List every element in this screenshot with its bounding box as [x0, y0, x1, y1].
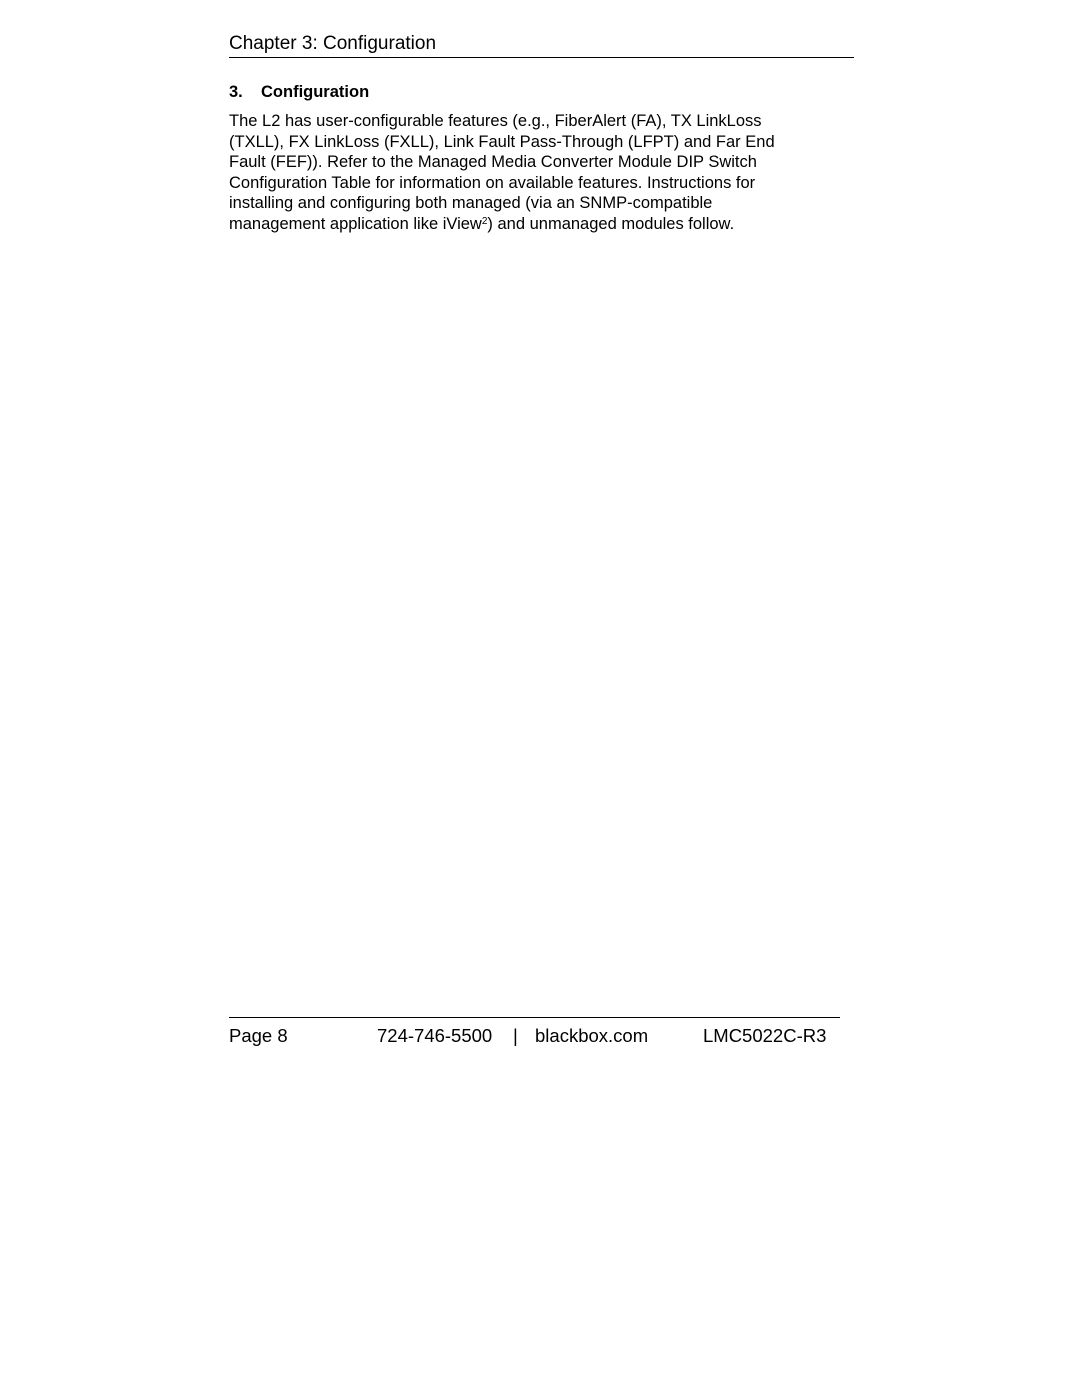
superscript-mark: 2	[481, 215, 488, 227]
body-line: Fault (FEF)). Refer to the Managed Media Converter Module DIP Switch	[229, 153, 757, 172]
running-footer	[229, 1017, 840, 1048]
section-title: Configuration	[261, 83, 370, 101]
chapter-title: Chapter 3: Configuration	[229, 33, 437, 54]
body-paragraph	[229, 111, 829, 235]
section-number: 3.	[229, 83, 243, 101]
body-line-last	[229, 214, 829, 235]
model-number: LMC5022C-R3	[703, 1025, 827, 1046]
body-line: (TXLL), FX LinkLoss (FXLL), Link Fault Pass-Through (LFPT) and Far End	[229, 132, 775, 151]
body-line: Configuration Table for information on available features. Instructions for	[229, 173, 756, 192]
body-line: The L2 has user-configurable features (e.g., FiberAlert (FA), TX LinkLoss	[229, 112, 762, 130]
section-heading	[229, 82, 369, 102]
website-link: blackbox.com	[535, 1025, 649, 1046]
body-text-fragment: ) and unmanaged modules follow.	[487, 214, 735, 233]
page-number: Page 8	[229, 1025, 288, 1046]
phone-number: 724-746-5500	[377, 1025, 493, 1046]
body-line: installing and configuring both managed (via an SNMP-compatible	[229, 194, 713, 213]
running-header	[229, 30, 854, 58]
footer-separator: |	[513, 1025, 518, 1046]
body-text-fragment: management application like iView	[229, 214, 482, 233]
